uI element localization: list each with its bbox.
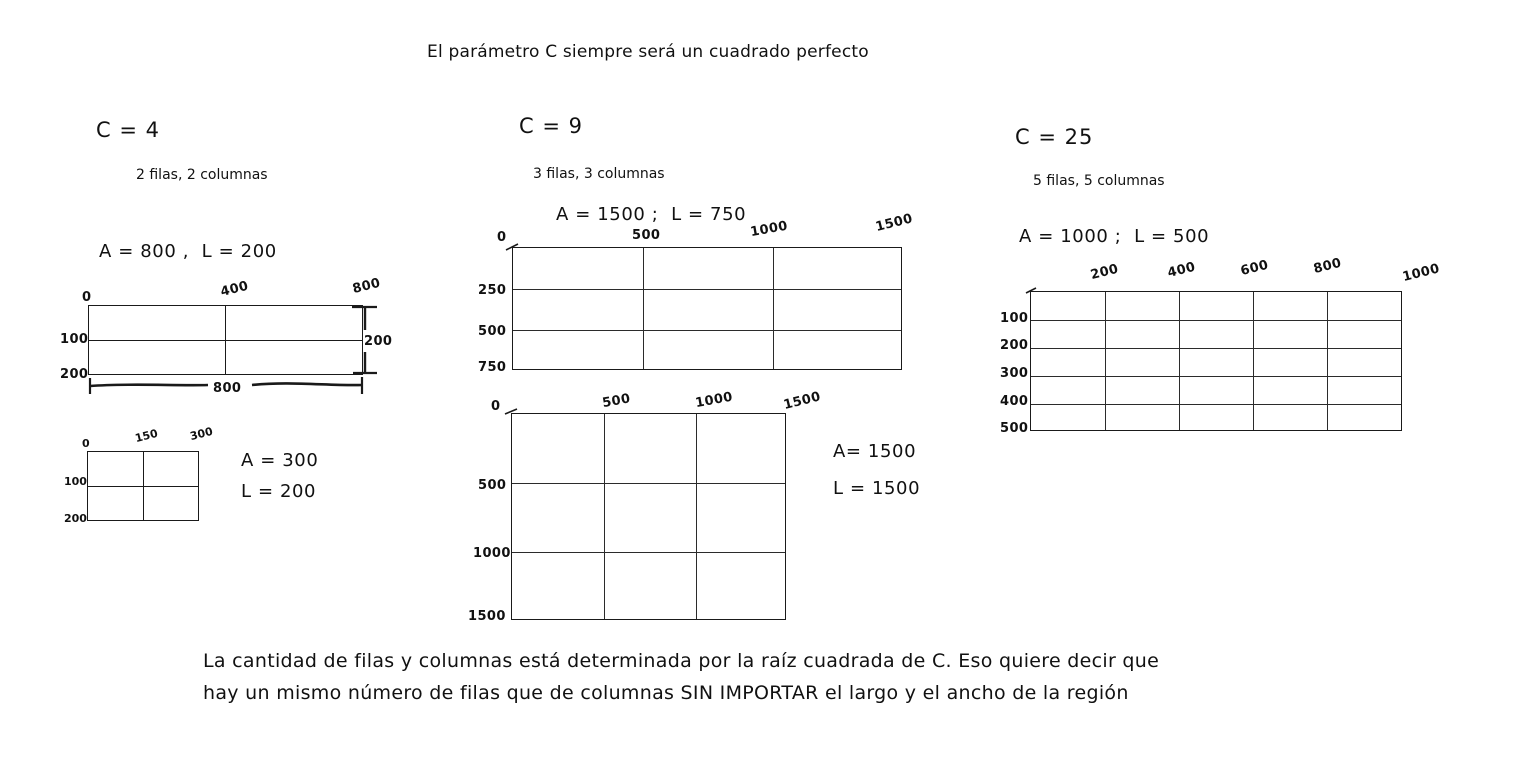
grid-line-horizontal	[1031, 376, 1401, 377]
y-tick-100: 100	[1000, 311, 1029, 326]
x-tick-0: 0	[491, 399, 501, 414]
y-tick-200: 200	[60, 367, 89, 382]
y-tick-500: 500	[478, 478, 507, 493]
annotation-c4-ex1: A = 800 , L = 200	[99, 241, 277, 262]
grid-c9-1500x1500	[511, 413, 786, 620]
annotation-c4-ex2-a: A = 300	[241, 450, 319, 471]
case-sublabel-c25: 5 filas, 5 columnas	[1033, 173, 1165, 189]
y-tick-300: 300	[1000, 366, 1029, 381]
grid-line-horizontal	[1031, 348, 1401, 349]
grid-line-vertical	[696, 414, 697, 619]
x-tick-1500: 1500	[782, 389, 823, 414]
grid-c9-1500x750	[512, 247, 902, 370]
y-tick-500: 500	[478, 324, 507, 339]
x-tick-800: 800	[1312, 255, 1344, 278]
y-tick-500: 500	[1000, 421, 1029, 436]
x-tick-0: 0	[82, 290, 92, 305]
footer-line-1: La cantidad de filas y columnas está determinada por la raíz cuadrada de C. Eso quiere decir que	[203, 650, 1160, 672]
y-tick-250: 250	[478, 283, 507, 298]
y-tick-200-small: 200	[64, 512, 87, 525]
annotation-c9-ex2-l: L = 1500	[833, 478, 921, 499]
x-tick-300-small: 300	[188, 424, 215, 444]
annotation-c25-ex1: A = 1000 ; L = 500	[1019, 226, 1210, 247]
grid-line-horizontal	[512, 552, 785, 553]
y-tick-100: 100	[60, 332, 89, 347]
y-tick-200: 200	[1000, 338, 1029, 353]
x-tick-0: 0	[497, 230, 507, 245]
grid-line-horizontal	[512, 483, 785, 484]
x-tick-1000: 1000	[749, 218, 790, 241]
case-sublabel-c9: 3 filas, 3 columnas	[533, 166, 665, 182]
grid-line-vertical	[643, 248, 644, 369]
height-label-200: 200	[364, 334, 393, 349]
x-tick-200: 200	[1089, 261, 1121, 284]
y-tick-1500: 1500	[468, 609, 506, 624]
grid-c25-1000x500	[1030, 291, 1402, 431]
x-tick-500: 500	[601, 391, 632, 412]
bracket-line-left	[90, 385, 208, 386]
y-tick-400: 400	[1000, 394, 1029, 409]
x-tick-1500: 1500	[874, 211, 915, 236]
grid-line-horizontal	[513, 289, 901, 290]
case-label-c25: C = 25	[1015, 125, 1094, 149]
case-label-c4: C = 4	[96, 118, 160, 142]
y-tick-1000: 1000	[473, 546, 511, 561]
x-tick-1000: 1000	[1401, 261, 1442, 286]
page-title: El parámetro C siempre será un cuadrado perfecto	[427, 42, 869, 62]
grid-line-horizontal	[88, 486, 198, 487]
case-label-c9: C = 9	[519, 114, 583, 138]
grid-line-vertical	[1253, 292, 1254, 430]
grid-line-horizontal	[513, 330, 901, 331]
x-tick-400: 400	[219, 278, 251, 301]
annotation-c4-ex2-l: L = 200	[241, 481, 317, 502]
grid-line-vertical	[773, 248, 774, 369]
y-tick-100-small: 100	[64, 475, 87, 488]
grid-c4-800x200	[88, 305, 363, 375]
grid-line-horizontal	[1031, 320, 1401, 321]
x-tick-800: 800	[351, 275, 383, 298]
footer-line-2: hay un mismo número de filas que de columnas SIN IMPORTAR el largo y el ancho de la región	[203, 682, 1129, 704]
x-tick-0-small: 0	[82, 437, 90, 450]
grid-line-horizontal	[1031, 404, 1401, 405]
x-tick-500: 500	[632, 228, 661, 243]
grid-line-vertical	[1105, 292, 1106, 430]
x-tick-150-small: 150	[133, 426, 160, 446]
grid-line-vertical	[1327, 292, 1328, 430]
annotation-c9-ex1: A = 1500 ; L = 750	[556, 204, 747, 225]
case-sublabel-c4: 2 filas, 2 columnas	[136, 167, 268, 183]
width-label-800: 800	[213, 381, 242, 396]
x-tick-400: 400	[1166, 259, 1198, 282]
grid-line-vertical	[604, 414, 605, 619]
x-tick-1000: 1000	[694, 389, 735, 412]
bracket-line-right	[252, 383, 362, 385]
x-tick-600: 600	[1239, 257, 1271, 280]
y-tick-750: 750	[478, 360, 507, 375]
grid-line-vertical	[1179, 292, 1180, 430]
grid-c4-300x200	[87, 451, 199, 521]
annotation-c9-ex2-a: A= 1500	[833, 441, 917, 462]
grid-line-horizontal	[89, 340, 362, 341]
